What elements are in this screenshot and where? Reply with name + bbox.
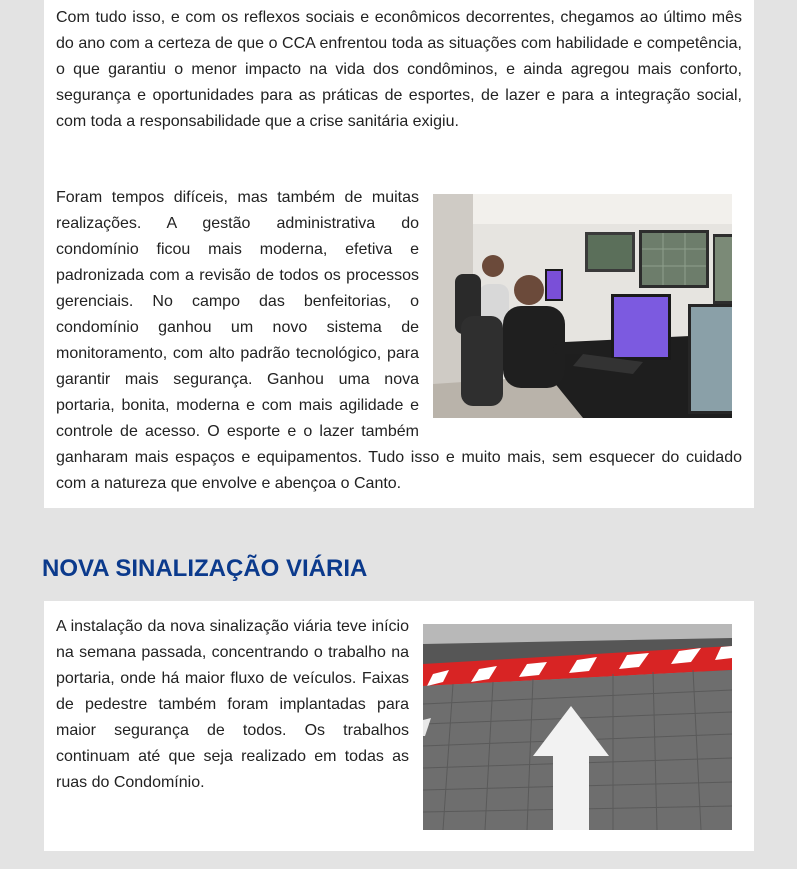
signage-paragraph-block <box>56 614 742 830</box>
monitoring-room-photo <box>433 194 732 418</box>
signage-paragraph: A instalação da nova sinalização viária teve início na semana passada, concentrando o trabalho na portaria, onde há maior fluxo de veículos. Faixas de pedestre também foram implantadas para maior segurança de todos. Os trabalhos continuam até que seja realizado em todas as ruas do Condomínio. <box>56 618 409 791</box>
road-signage-photo <box>423 624 732 830</box>
achievements-paragraph-block <box>56 185 742 497</box>
article-card <box>44 0 754 508</box>
signage-card <box>44 601 754 851</box>
section-heading-signage: NOVA SINALIZAÇÃO VIÁRIA <box>42 555 368 582</box>
intro-paragraph: Com tudo isso, e com os reflexos sociais e econômicos decorrentes, chegamos ao último mês do ano com a certeza de que o CCA enfrentou toda as situações com habilidade e competência, o que garantiu o menor impacto na vida dos condôminos, e ainda agregou mais conforto, segurança e oportunidades para as práticas de esportes, de lazer e para a integração social, com toda a responsabilidade que a crise sanitária exigiu. <box>56 9 742 130</box>
achievements-paragraph: Foram tempos difíceis, mas também de muitas realizações. A gestão administrativa do condomínio ficou mais moderna, efetiva e padronizada com a revisão de todos os processos gerenciais. No campo das benfeitorias, o condomínio ganhou um novo sistema de monitoramento, com alto padrão tecnológico, para garantir mais segurança. Ganhou uma nova portaria, bonita, moderna e com mais agilidade e controle de acesso. O esporte e o lazer também ganharam mais espaços e equipamentos. Tudo isso e muito mais, sem esquecer do cuidado com a natureza que envolve e abençoa o Canto. <box>56 189 742 492</box>
